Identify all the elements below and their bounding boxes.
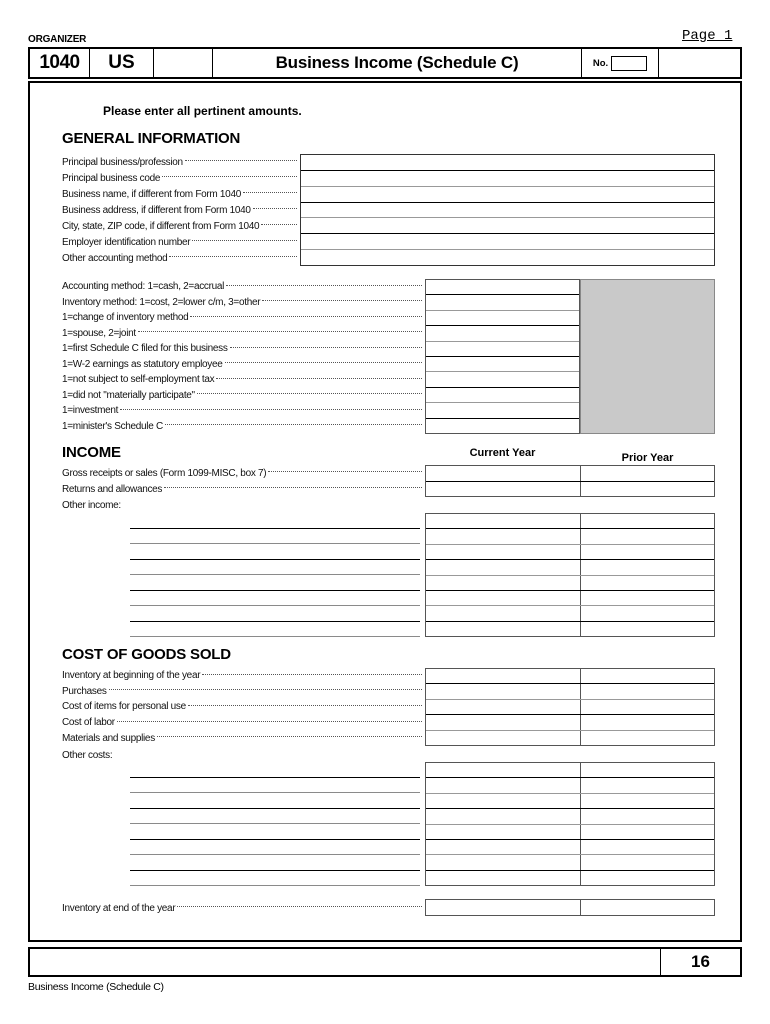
form-header-table: [28, 47, 742, 79]
other-costs-table: [425, 762, 715, 886]
prior-year-header: Prior Year: [621, 452, 674, 464]
investment-input[interactable]: [426, 402, 579, 417]
row-ministers-schedule-c: 1=minister's Schedule C: [62, 419, 423, 435]
dotted-leader: [225, 362, 423, 363]
materials-supplies-prior-input[interactable]: [580, 731, 714, 745]
ministers-schedule-c-input[interactable]: [426, 418, 579, 433]
other-income-label: Other income:: [62, 500, 121, 511]
gross-receipts-current-input[interactable]: [426, 466, 580, 481]
row-inventory-end: Inventory at end of the year: [62, 900, 423, 916]
dotted-leader: [192, 240, 297, 241]
dotted-leader: [117, 721, 422, 722]
other-costs-current-input[interactable]: [426, 825, 580, 839]
cogs-table: [425, 668, 715, 746]
section-title-general-information: GENERAL INFORMATION: [62, 130, 241, 147]
row-first-schedule-c: 1=first Schedule C filed for this business: [62, 341, 423, 357]
other-costs-label: Other costs:: [62, 750, 113, 761]
other-income-description-line[interactable]: [130, 622, 420, 638]
other-costs-prior-input[interactable]: [580, 855, 714, 869]
other-costs-prior-input[interactable]: [580, 778, 714, 792]
other-income-description-lines: [130, 513, 420, 637]
other-income-description-line[interactable]: [130, 606, 420, 622]
instruction-text: Please enter all pertinent amounts.: [103, 104, 302, 118]
section-title-income: INCOME: [62, 444, 121, 461]
row-inventory-method: Inventory method: 1=cost, 2=lower c/m, 3=other: [62, 295, 423, 311]
row-spouse-joint: 1=spouse, 2=joint: [62, 326, 423, 342]
returns-allowances-current-input[interactable]: [426, 482, 580, 497]
dotted-leader: [190, 316, 422, 317]
dotted-leader: [165, 424, 422, 425]
section-title-cogs: COST OF GOODS SOLD: [62, 646, 231, 663]
dotted-leader: [109, 689, 422, 690]
accounting-method-input[interactable]: [426, 280, 579, 294]
cogs-labels: [62, 668, 423, 746]
other-income-prior-input[interactable]: [580, 545, 714, 559]
first-schedule-c-input[interactable]: [426, 341, 579, 356]
other-income-prior-input[interactable]: [580, 606, 714, 620]
row-business-address: Business address, if different from Form 1040: [62, 202, 298, 218]
personal-use-current-input[interactable]: [426, 700, 580, 714]
row-principal-business-code: Principal business code: [62, 170, 298, 186]
accounting-labels: [62, 279, 423, 434]
row-returns-allowances: Returns and allowances: [62, 481, 423, 497]
other-income-prior-input[interactable]: [580, 591, 714, 605]
row-principal-business-profession: Principal business/profession: [62, 154, 298, 170]
other-income-current-input[interactable]: [426, 591, 580, 605]
other-income-description-line[interactable]: [130, 529, 420, 545]
other-costs-current-input[interactable]: [426, 794, 580, 808]
other-costs-prior-input[interactable]: [580, 825, 714, 839]
page-number-label: Page 1: [682, 28, 733, 44]
other-costs-description-line[interactable]: [130, 809, 420, 825]
dotted-leader: [185, 160, 297, 161]
other-income-description-line[interactable]: [130, 544, 420, 560]
dotted-leader: [226, 285, 422, 286]
other-income-table: [425, 513, 715, 637]
materials-supplies-current-input[interactable]: [426, 731, 580, 745]
other-costs-current-input[interactable]: [426, 809, 580, 823]
other-costs-prior-input[interactable]: [580, 840, 714, 854]
other-income-description-line[interactable]: [130, 575, 420, 591]
dotted-leader: [162, 176, 297, 177]
gross-receipts-prior-input[interactable]: [580, 466, 714, 481]
dotted-leader: [268, 471, 422, 472]
other-costs-current-input[interactable]: [426, 778, 580, 792]
ein-input[interactable]: [301, 233, 714, 249]
personal-use-prior-input[interactable]: [580, 700, 714, 714]
income-labels: [62, 465, 423, 497]
footer-bar: [28, 947, 742, 977]
general-info-labels: [62, 154, 298, 266]
materially-participate-input[interactable]: [426, 387, 579, 402]
footer-page-number: 16: [660, 949, 740, 975]
dotted-leader: [197, 393, 422, 394]
other-costs-description-line[interactable]: [130, 840, 420, 856]
header-blank-cell: [154, 49, 213, 77]
dotted-leader: [177, 906, 422, 907]
inventory-end-table: [425, 899, 715, 916]
city-state-zip-input[interactable]: [301, 217, 714, 233]
current-year-header: Current Year: [469, 447, 536, 459]
other-income-description-line[interactable]: [130, 513, 420, 529]
other-costs-description-line[interactable]: [130, 824, 420, 840]
row-ein: Employer identification number: [62, 234, 298, 250]
other-income-prior-input[interactable]: [580, 622, 714, 636]
row-purchases: Purchases: [62, 684, 423, 700]
not-subject-se-tax-input[interactable]: [426, 371, 579, 386]
other-income-current-input[interactable]: [426, 545, 580, 559]
other-costs-description-line[interactable]: [130, 855, 420, 871]
dotted-leader: [120, 409, 422, 410]
accounting-inputs: [425, 279, 580, 434]
purchases-prior-input[interactable]: [580, 684, 714, 698]
other-income-prior-input[interactable]: [580, 514, 714, 528]
change-inventory-method-input[interactable]: [426, 310, 579, 325]
other-income-description-line[interactable]: [130, 591, 420, 607]
dotted-leader: [230, 347, 422, 348]
row-materials-supplies: Materials and supplies: [62, 730, 423, 746]
income-table: [425, 465, 715, 497]
row-change-inventory-method: 1=change of inventory method: [62, 310, 423, 326]
dotted-leader: [157, 736, 422, 737]
shaded-area: [580, 279, 715, 434]
no-cell: [582, 49, 659, 77]
other-income-prior-input[interactable]: [580, 576, 714, 590]
other-income-description-line[interactable]: [130, 560, 420, 576]
cost-of-labor-prior-input[interactable]: [580, 715, 714, 729]
inventory-end-current-input[interactable]: [426, 900, 580, 915]
row-cost-of-labor: Cost of labor: [62, 715, 423, 731]
row-city-state-zip: City, state, ZIP code, if different from Form 1040: [62, 218, 298, 234]
country-cell: US: [90, 49, 154, 77]
w2-statutory-employee-input[interactable]: [426, 356, 579, 371]
dotted-leader: [253, 208, 297, 209]
returns-allowances-prior-input[interactable]: [580, 482, 714, 497]
inventory-beginning-prior-input[interactable]: [580, 669, 714, 683]
other-income-prior-input[interactable]: [580, 529, 714, 543]
dotted-leader: [262, 300, 422, 301]
row-w2-statutory-employee: 1=W-2 earnings as statutory employee: [62, 357, 423, 373]
other-costs-description-line[interactable]: [130, 793, 420, 809]
dotted-leader: [261, 224, 297, 225]
other-costs-description-lines: [130, 762, 420, 886]
other-income-current-input[interactable]: [426, 606, 580, 620]
other-costs-current-input[interactable]: [426, 840, 580, 854]
row-business-name: Business name, if different from Form 1040: [62, 186, 298, 202]
row-not-subject-se-tax: 1=not subject to self-employment tax: [62, 372, 423, 388]
general-info-inputs: [300, 154, 715, 266]
inventory-end-prior-input[interactable]: [580, 900, 714, 915]
dotted-leader: [169, 256, 297, 257]
dotted-leader: [188, 705, 422, 706]
row-inventory-beginning: Inventory at beginning of the year: [62, 668, 423, 684]
other-income-current-input[interactable]: [426, 529, 580, 543]
inventory-method-input[interactable]: [426, 294, 579, 309]
other-accounting-method-input[interactable]: [301, 249, 714, 265]
dotted-leader: [243, 192, 297, 193]
other-costs-current-input[interactable]: [426, 855, 580, 869]
form-number-cell: 1040: [30, 49, 90, 77]
business-name-input[interactable]: [301, 186, 714, 202]
organizer-label: ORGANIZER: [28, 34, 87, 45]
spouse-joint-input[interactable]: [426, 325, 579, 340]
row-accounting-method: Accounting method: 1=cash, 2=accrual: [62, 279, 423, 295]
other-costs-description-line[interactable]: [130, 778, 420, 794]
dotted-leader: [164, 487, 422, 488]
business-address-input[interactable]: [301, 202, 714, 218]
other-costs-prior-input[interactable]: [580, 763, 714, 777]
row-materially-participate: 1=did not "materially participate": [62, 388, 423, 404]
inventory-beginning-current-input[interactable]: [426, 669, 580, 683]
header-right-blank-cell: [659, 49, 740, 77]
other-costs-prior-input[interactable]: [580, 871, 714, 885]
purchases-current-input[interactable]: [426, 684, 580, 698]
other-income-current-input[interactable]: [426, 622, 580, 636]
row-investment: 1=investment: [62, 403, 423, 419]
no-label: No.: [592, 57, 609, 69]
other-income-prior-input[interactable]: [580, 560, 714, 574]
dotted-leader: [138, 331, 422, 332]
dotted-leader: [202, 674, 422, 675]
principal-business-code-input[interactable]: [301, 170, 714, 186]
other-costs-prior-input[interactable]: [580, 794, 714, 808]
footer-form-name: Business Income (Schedule C): [28, 981, 164, 993]
form-title: Business Income (Schedule C): [213, 49, 582, 77]
no-input[interactable]: [611, 56, 647, 71]
row-personal-use: Cost of items for personal use: [62, 699, 423, 715]
other-costs-description-line[interactable]: [130, 762, 420, 778]
other-costs-current-input[interactable]: [426, 763, 580, 777]
other-costs-current-input[interactable]: [426, 871, 580, 885]
row-gross-receipts: Gross receipts or sales (Form 1099-MISC, box 7): [62, 465, 423, 481]
other-income-current-input[interactable]: [426, 560, 580, 574]
dotted-leader: [216, 378, 422, 379]
other-costs-description-line[interactable]: [130, 871, 420, 887]
row-other-accounting-method: Other accounting method: [62, 250, 298, 266]
other-costs-prior-input[interactable]: [580, 809, 714, 823]
other-income-current-input[interactable]: [426, 576, 580, 590]
other-income-current-input[interactable]: [426, 514, 580, 528]
principal-business-profession-input[interactable]: [301, 155, 714, 170]
cost-of-labor-current-input[interactable]: [426, 715, 580, 729]
